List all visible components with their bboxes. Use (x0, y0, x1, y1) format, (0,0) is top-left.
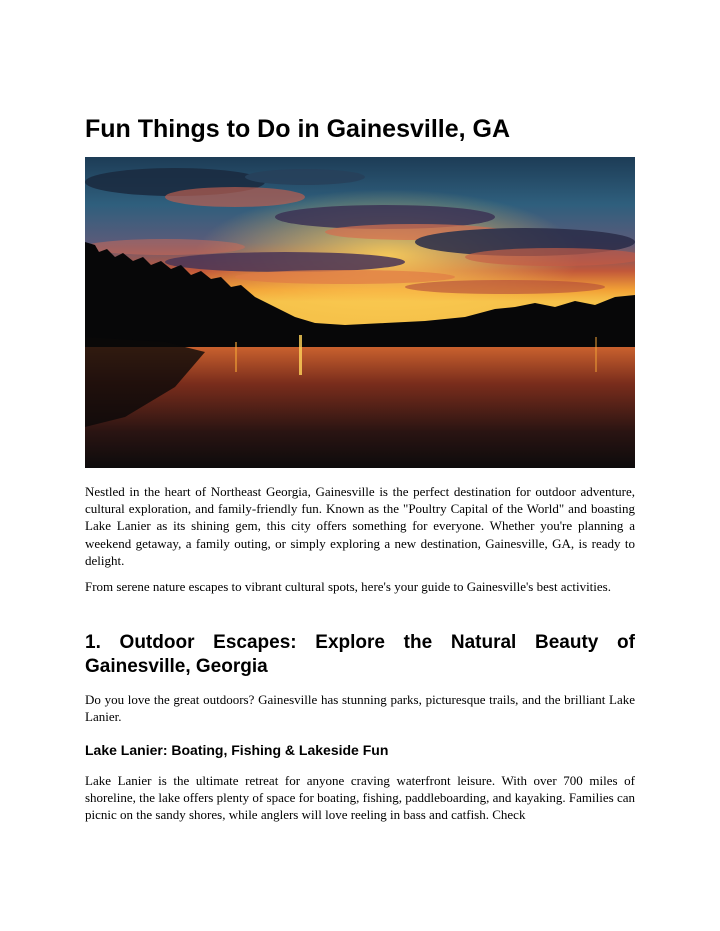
paragraph-text: Lake Lanier is the ultimate retreat for anyone craving waterfront leisure. With over 700 miles of shoreline, the lake offers plenty of space for boating, fishing, paddleboarding, and kayaking. Families can picnic on the sandy shores, while anglers will love reeling in bass and catfish. Check (85, 773, 635, 823)
section-heading: 1. Outdoor Escapes: Explore the Natural Beauty of Gainesville, Georgia (85, 632, 635, 677)
subsection-heading: Lake Lanier: Boating, Fishing & Lakeside Fun (85, 742, 389, 758)
hero-image (85, 157, 635, 468)
subsection-heading-block (85, 741, 635, 759)
article-title: Fun Things to Do in Gainesville, GA (85, 115, 511, 143)
intro-paragraph-1 (85, 483, 635, 569)
section-1-paragraph (85, 691, 635, 725)
paragraph-text: From serene nature escapes to vibrant cultural spots, here's your guide to Gainesville's best activities. (85, 579, 611, 594)
paragraph-text: Nestled in the heart of Northeast Georgia, Gainesville is the perfect destination for outdoor adventure, cultural exploration, and family-friendly fun. Known as the "Poultry Capital of the World" and boasting Lake Lanier as its shining gem, this city offers something for everyone. Whether you're planning a weekend getaway, a family outing, or simply exploring a new destination, Gainesville, GA, is ready to delight. (85, 484, 635, 568)
subsection-paragraph (85, 772, 635, 824)
section-1-heading-block (85, 631, 635, 679)
sunset-lake-illustration (85, 157, 635, 468)
paragraph-text: Do you love the great outdoors? Gainesville has stunning parks, picturesque trails, and the brilliant Lake Lanier. (85, 692, 635, 725)
intro-paragraph-2 (85, 578, 635, 595)
